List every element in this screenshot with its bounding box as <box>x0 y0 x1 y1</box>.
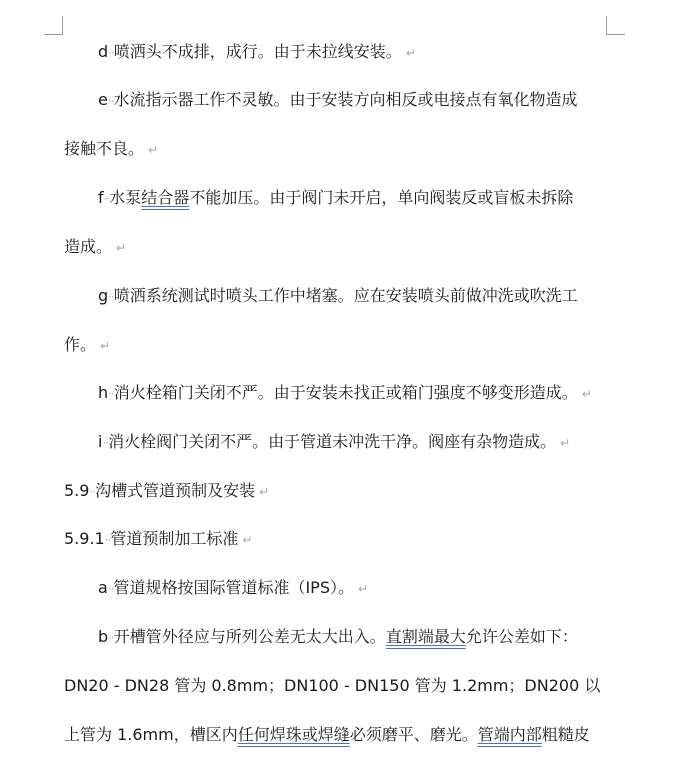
item-text: 不能加压。由于阀门未开启，单向阀装反或盲板未拆除 <box>189 188 574 207</box>
list-item-g: g··喷洒系统测试时喷头工作中堵塞。应在安装喷头前做冲洗或吹洗工 <box>98 286 578 305</box>
paragraph-mark: ↵ <box>100 339 111 353</box>
list-item-b: b··开槽管外径应与所列公差无太大出入。直割端最大允许公差如下： <box>98 627 578 646</box>
page-corner-mark-top-right <box>606 16 625 35</box>
list-item-b-continuation-1 <box>64 671 600 701</box>
item-label: f <box>98 188 104 207</box>
paragraph-mark: ↵ <box>560 436 571 450</box>
paragraph-mark: ↵ <box>116 241 127 255</box>
item-text: 水泵 <box>109 188 142 207</box>
list-item-f-continuation <box>64 232 126 262</box>
list-item-h: h··消火栓箱门关闭不严。由于安装未找正或箱门强度不够变形造成。 ↵ <box>98 383 592 402</box>
item-text: 消火栓阀门关闭不严。由于管道未冲洗干净。阀座有杂物造成。 <box>108 432 557 451</box>
section-number: 5.9.1 <box>64 529 105 548</box>
item-text: 开槽管外径应与所列公差无太大出入。 <box>113 627 386 646</box>
grammar-underlined-text: 直割端最大 <box>385 627 466 646</box>
item-label: i <box>98 432 103 451</box>
item-text: 作。 <box>64 335 97 354</box>
section-title: 沟槽式管道预制及安装 <box>95 481 256 500</box>
item-label: g <box>98 286 109 305</box>
paragraph-mark: ↵ <box>259 485 270 499</box>
item-text: 消火栓箱门关闭不严。由于安装未找正或箱门强度不够变形造成。 <box>113 383 578 402</box>
item-text: 接触不良。 <box>64 139 145 158</box>
item-text: 允许公差如下： <box>465 627 578 646</box>
item-label: b <box>98 627 109 646</box>
item-text: 粗糙皮 <box>541 725 590 744</box>
page-corner-mark-top-left <box>44 16 63 35</box>
item-text: DN20 - DN28 管为 0.8mm；DN100 - DN150 管为 1.2mm；DN200 以 <box>64 676 601 695</box>
item-text: 水流指示器工作不灵敏。由于安装方向相反或电接点有氧化物造成 <box>113 90 578 109</box>
grammar-underlined-text: 管端内部 <box>477 725 542 744</box>
item-text: 必须磨平、磨光。 <box>349 725 478 744</box>
item-text: 喷洒头不成排，成行。由于未拉线安装。 <box>113 42 402 61</box>
paragraph-mark: ↵ <box>581 387 592 401</box>
grammar-underlined-text: 任何焊珠或焊缝 <box>237 725 350 744</box>
list-item-b-continuation-2 <box>64 720 590 750</box>
list-item-a: a··管道规格按国际管道标准（IPS）。 ↵ <box>98 578 369 597</box>
list-item-e-continuation <box>64 134 158 164</box>
item-text: 上管为 1.6mm，槽区内 <box>64 725 238 744</box>
section-title: 管道预制加工标准 <box>110 529 239 548</box>
list-item-f: f··水泵结合器不能加压。由于阀门未开启，单向阀装反或盲板未拆除 <box>98 188 574 207</box>
list-item-g-continuation <box>64 330 110 360</box>
item-label: d <box>98 42 109 61</box>
item-label: h <box>98 383 109 402</box>
item-label: e <box>98 90 108 109</box>
item-text: 管道规格按国际管道标准（IPS）。 <box>113 578 354 597</box>
section-number: 5.9 <box>64 481 90 500</box>
paragraph-mark: ↵ <box>148 143 159 157</box>
paragraph-mark: ↵ <box>357 582 369 596</box>
list-item-i: i··消火栓阀门关闭不严。由于管道未冲洗干净。阀座有杂物造成。 ↵ <box>98 432 571 451</box>
section-heading-5-9: 5.9··沟槽式管道预制及安装 ↵ <box>64 481 270 500</box>
item-text: 造成。 <box>64 237 113 256</box>
section-heading-5-9-1: 5.9.1··管道预制加工标准 ↵ <box>64 529 253 548</box>
paragraph-mark: ↵ <box>405 46 416 60</box>
list-item-e: e··水流指示器工作不灵敏。由于安装方向相反或电接点有氧化物造成 <box>98 90 578 109</box>
grammar-underlined-text: 结合器 <box>141 188 190 207</box>
paragraph-mark: ↵ <box>242 533 253 547</box>
list-item-d: d··喷洒头不成排，成行。由于未拉线安装。 ↵ <box>98 42 416 61</box>
item-text: 喷洒系统测试时喷头工作中堵塞。应在安装喷头前做冲洗或吹洗工 <box>113 286 578 305</box>
item-label: a <box>98 578 108 597</box>
